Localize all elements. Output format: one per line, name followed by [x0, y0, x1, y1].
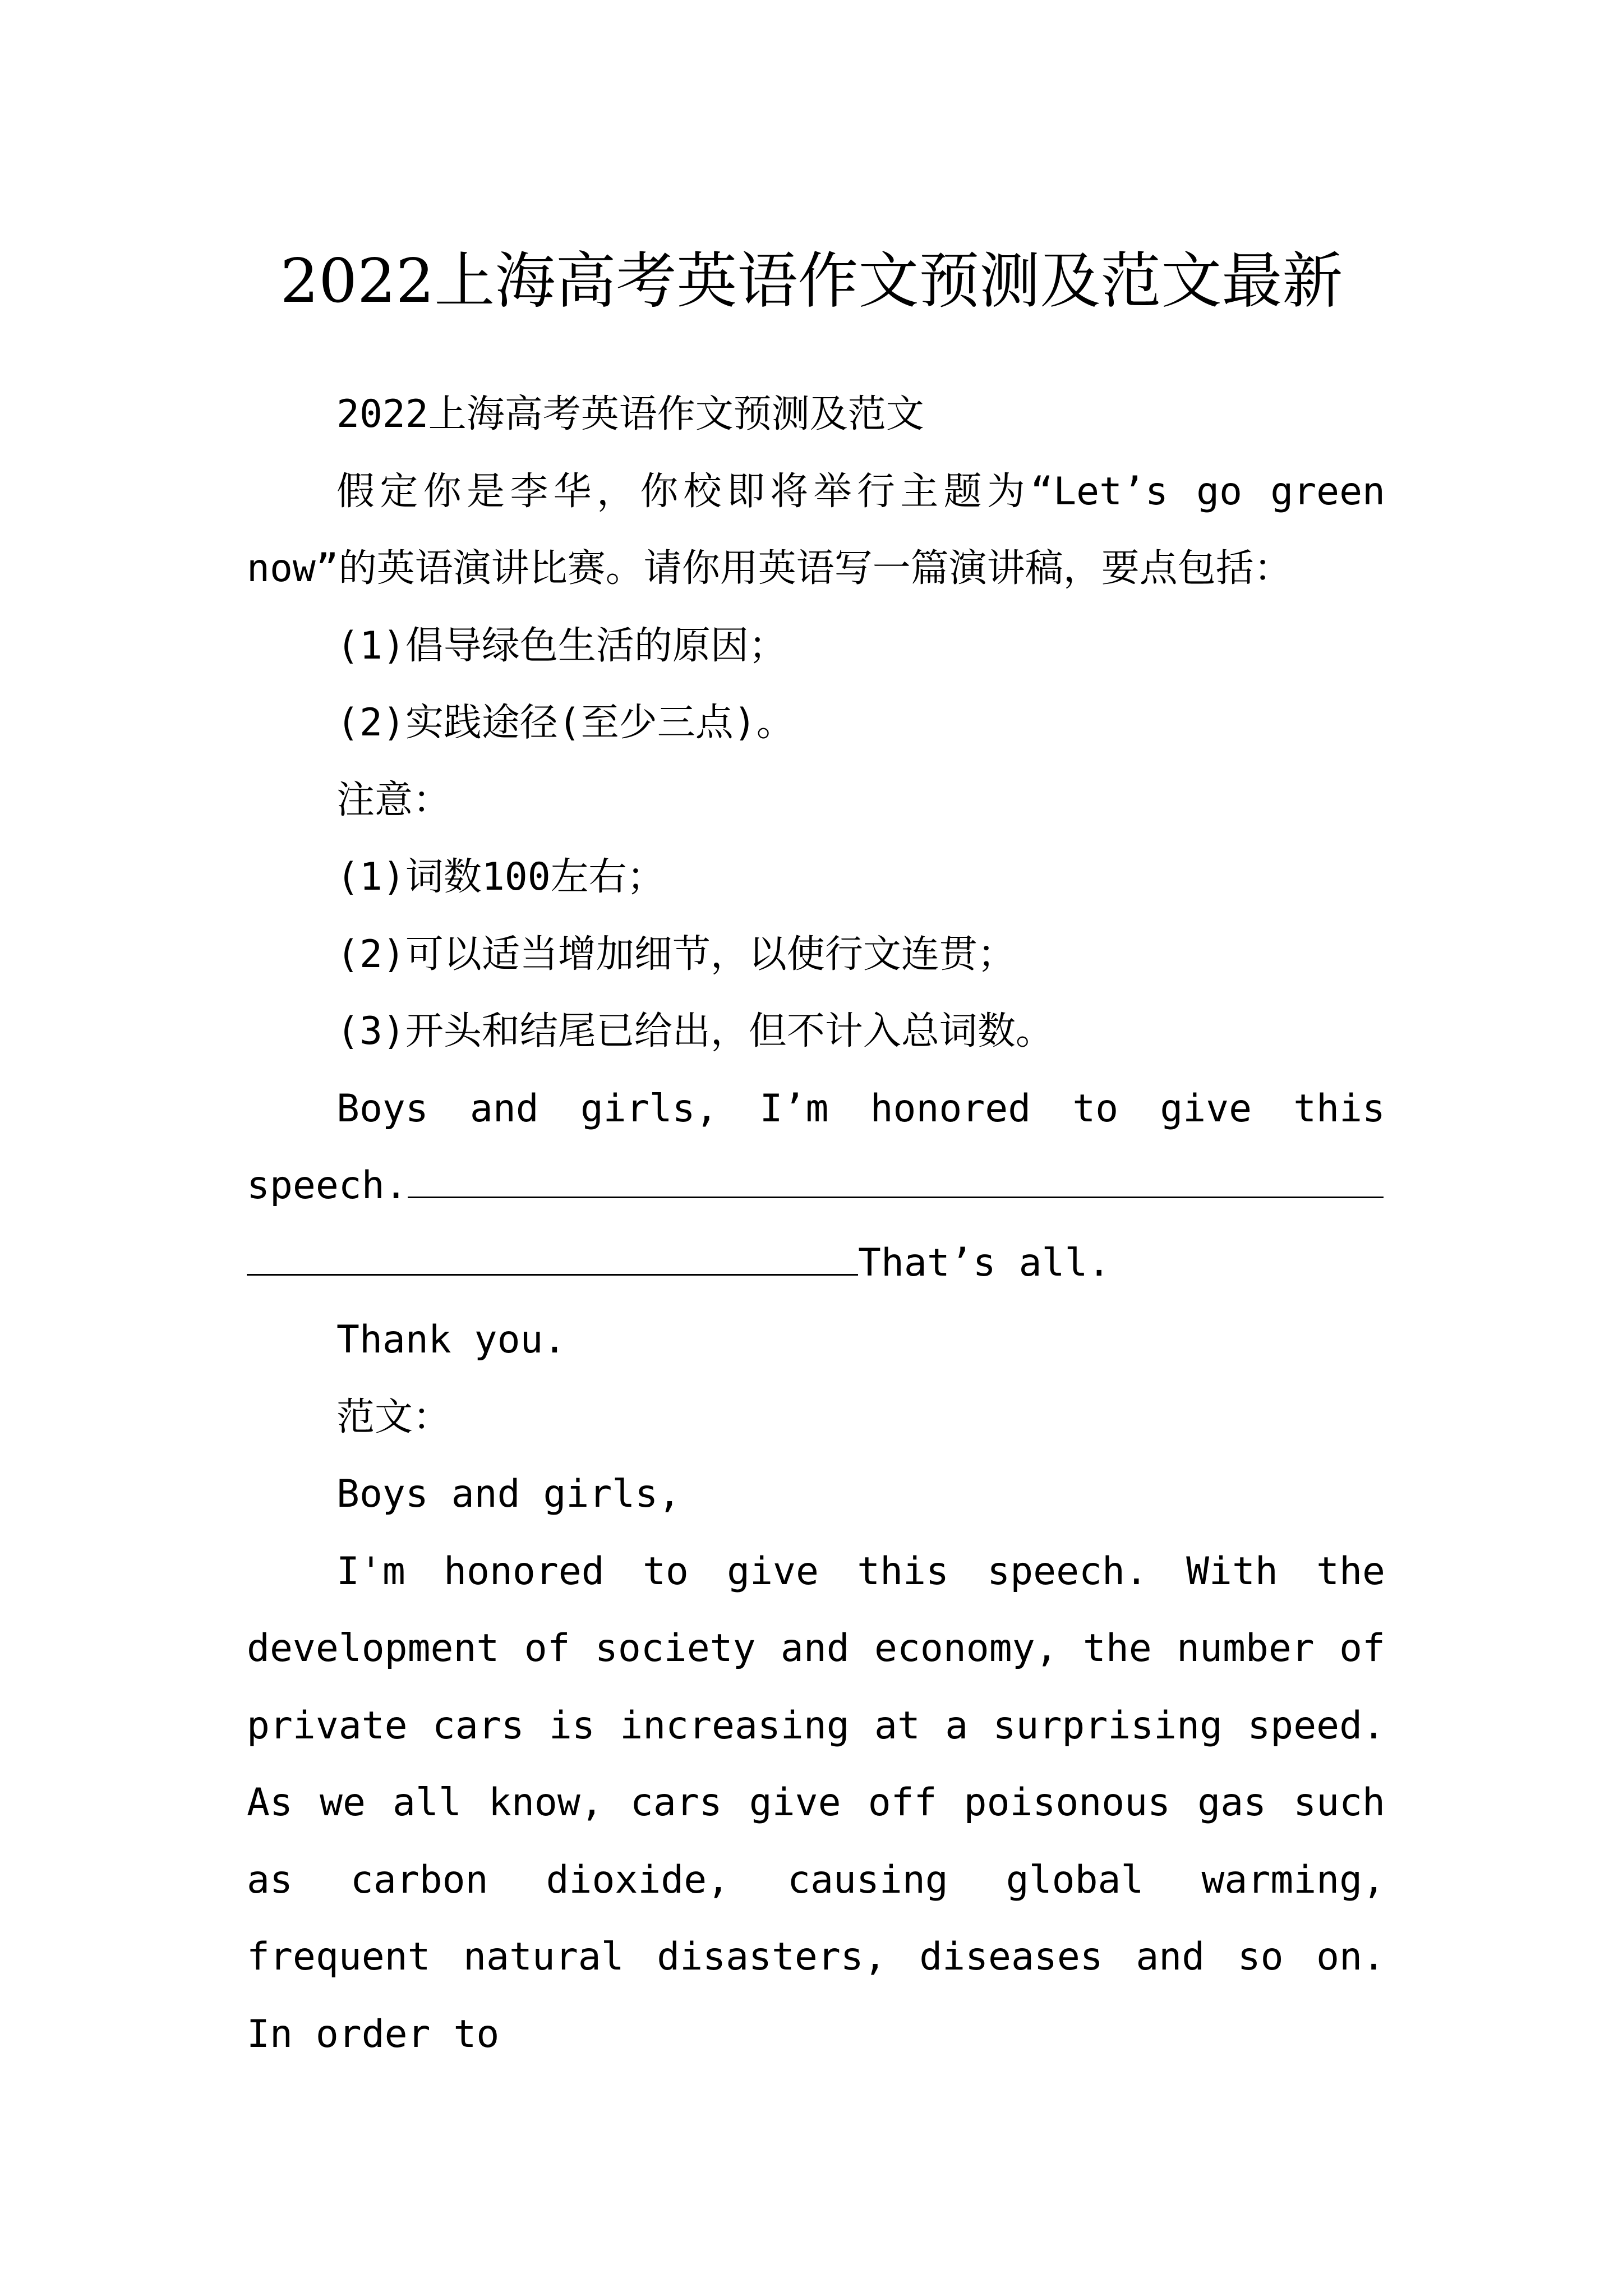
paragraph-notice-heading: 注意： [336, 777, 451, 822]
paragraph-sample-greeting: Boys and girls, [336, 1472, 681, 1516]
paragraph-task-description: 假定你是李华，你校即将举行主题为“Let’s go green now”的英语演讲比赛。请你用英语写一篇演讲稿，要点包括： [247, 469, 1385, 591]
answer-blank-line [408, 1157, 1384, 1198]
paragraph-point-1: (1)倡导绿色生活的原因； [336, 623, 787, 668]
paragraph-point-2: (2)实践途径(至少三点)。 [336, 701, 795, 745]
paragraph-thank-you: Thank you. [336, 1318, 566, 1362]
paragraph-sample-body: I'm honored to give this speech. With the development of society and economy, the number of private cars is increasing at a surprising speed. As we all know, cars give off poisonous gas such as carbon dioxide, causing global warming, frequent natural disasters, diseases and so on. In order to [247, 1549, 1385, 2056]
paragraph-notice-1: (1)词数100左右； [336, 855, 665, 899]
document-title: 2022上海高考英语作文预测及范文最新 [280, 246, 1343, 317]
paragraph-notice-3: (3)开头和结尾已给出，但不计入总词数。 [336, 1009, 1054, 1053]
speech-closing: That’s all. [858, 1240, 1111, 1285]
document-body [247, 376, 1385, 2073]
paragraph-subtitle: 2022上海高考英语作文预测及范文 [336, 392, 924, 436]
paragraph-speech-frame [247, 1070, 1385, 1302]
paragraph-sample-heading: 范文： [336, 1395, 451, 1439]
speech-closing-line [247, 1225, 1385, 1302]
answer-blank-line-2 [247, 1235, 858, 1276]
paragraph-notice-2: (2)可以适当增加细节，以使行文连贯； [336, 932, 1016, 977]
speech-opening: Boys and girls, I’m honored to give this speech. [247, 1086, 1385, 1208]
